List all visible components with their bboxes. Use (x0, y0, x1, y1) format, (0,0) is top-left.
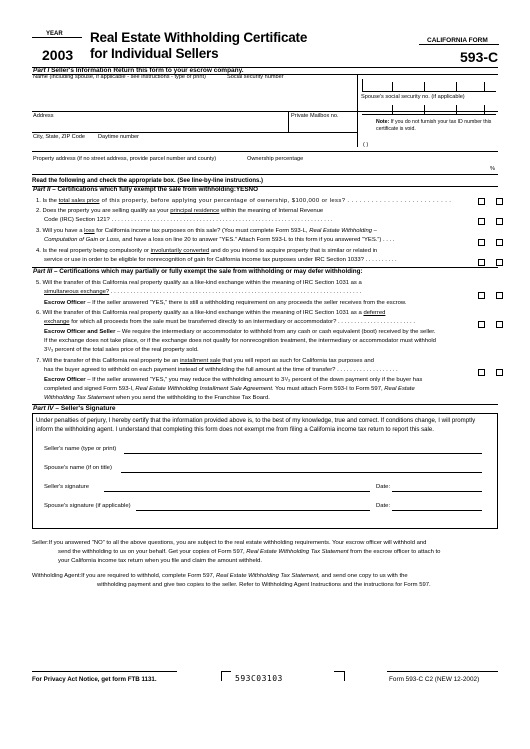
form-title-line1: Real Estate Withholding Certificate (90, 30, 308, 45)
agent-note-text-2: and send one copy to us with the (319, 573, 408, 579)
yes-column-label: YES (235, 186, 249, 193)
address-label: Address (33, 113, 54, 119)
property-input[interactable] (33, 163, 488, 174)
q4-text-end: and do you intend to acquire property that is similar or related in (209, 248, 378, 254)
q3-term: loss (84, 228, 95, 234)
divider (32, 671, 177, 672)
tax-id-note (376, 119, 494, 132)
agent-note-label: Withholding Agent: (32, 573, 82, 579)
divider (334, 671, 344, 672)
spouses-signature-input[interactable] (136, 510, 370, 511)
q7-escrow-label: Escrow Officer (44, 377, 86, 383)
q4-text: 4. Is the real property being compulsorily or (36, 248, 151, 254)
q4-term: involuntarily converted (150, 248, 210, 254)
q7-escrow-text-4: when you send the withholding to the Franchise Tax Board. (114, 395, 270, 401)
california-form-label: CALIFORNIA FORM (427, 37, 488, 44)
seller-note (32, 540, 426, 548)
part4-number: Part IV (33, 405, 54, 412)
q4-no-checkbox[interactable] (496, 259, 503, 266)
city-input[interactable] (33, 141, 355, 151)
q6-escrow-note (44, 329, 435, 337)
spouses-signature-label: Spouse's signature (if applicable) (44, 503, 131, 509)
part1-title: Seller's Information (51, 67, 112, 74)
part3-number: Part III (33, 268, 53, 275)
property-label: Property address (if no street address, provide parcel number and county) (33, 156, 217, 162)
spouses-date-input[interactable] (392, 510, 482, 511)
agent-note-2: withholding payment and give two copies to the seller. Refer to Withholding Agent Instructions and the instructions for Form 597. (97, 582, 431, 588)
form-barcode-number: 593C03103 (235, 674, 283, 683)
q1-no-checkbox[interactable] (496, 198, 503, 205)
q3-text: 3. Will you have a (36, 228, 85, 234)
q6-escrow-text: – We require the intermediary or accommodator to withhold from any cash or cash equivalent (boot) received by the seller. (115, 329, 436, 335)
q5-escrow-text: – If the seller answered “YES,” there is still a withholding requirement on any proceeds the seller receives from the escrow. (85, 300, 407, 306)
q2-text: 2. Does the property you are selling qualify as your (36, 208, 171, 214)
q2-yes-checkbox[interactable] (478, 218, 485, 225)
divider (32, 37, 82, 38)
q6-escrow-note-3: 3¹/₃ percent of the total sales price of the real property sold. (44, 347, 199, 353)
q6-no-checkbox[interactable] (496, 321, 503, 328)
q4-line2: service or use in order to be eligible for nonrecognition of gain for California income tax purposes under IRC Section 1033? . . . . . . . . . . (44, 257, 397, 263)
form-title-line2: for Individual Sellers (90, 45, 219, 61)
q2-line2: Code (IRC) Section 121? . . . . . . . . . . . . . . . . . . . . . . . . . . . . . . . . . . . . . . . . . . . . . . . . . . . . . . . . . . . . . . . . . . . . (44, 217, 333, 223)
divider (32, 174, 498, 175)
name-label: Name (including spouse, if applicable - see instructions - type or print) (33, 74, 206, 80)
mailbox-input[interactable] (290, 120, 355, 131)
q6-text: 6. Will the transfer of this California real property qualify as a like-kind exchange within the meaning of IRC Section 1031 as a (36, 310, 364, 316)
part1-number: Part I (33, 67, 50, 74)
q7-escrow-text-3: You must attach Form 593-I to Form 597, (273, 386, 385, 392)
seller-note-text: If you answered “NO” to all the above questions, you are subject to the real estate withholding requirements. Your escrow officer will withhold and (48, 540, 427, 546)
question-2 (36, 208, 323, 216)
instructions-line: Read the following and check the appropriate box. (See line-by-line instructions.) (32, 178, 264, 184)
part3-title: – Certifications which may partially or fully exempt the sale from withholding or may defer withholding: (54, 268, 363, 275)
phone-label: Daytime number (98, 134, 140, 140)
seller-name-input[interactable] (33, 82, 355, 110)
q7-line2: has the buyer agreed to withhold on each payment instead of withholding the full amount at the time of transfer? . . . . . . . . . . . . . . . . . . . (44, 367, 398, 373)
q6-line2 (44, 319, 476, 327)
part1-note: Return this form to your escrow company. (113, 67, 244, 74)
spouse-ssn-input[interactable] (362, 102, 496, 115)
divider (221, 671, 231, 672)
q7-term: installment sale (180, 358, 221, 364)
date-label: Date: (376, 503, 391, 509)
q3-form-title-2: Computation of Gain or Loss, (44, 237, 121, 243)
q1-term: total sales price (58, 198, 100, 204)
date-label: Date: (376, 484, 391, 490)
q7-yes-checkbox[interactable] (478, 369, 485, 376)
part4-heading (33, 405, 115, 412)
q6-escrow-label: Escrow Officer and Seller (44, 329, 116, 335)
seller-note-label: Seller: (32, 540, 49, 546)
divider (221, 671, 222, 681)
q3-no-checkbox[interactable] (496, 239, 503, 246)
q3-line2 (44, 237, 476, 245)
q7-escrow-note-2 (44, 386, 415, 394)
q1-yes-checkbox[interactable] (478, 198, 485, 205)
q5-yes-checkbox[interactable] (478, 292, 485, 299)
q5-escrow-label: Escrow Officer (44, 300, 86, 306)
note-text: If you do not furnish your tax ID number this certificate is void. (376, 119, 492, 132)
ssn-input[interactable] (362, 79, 496, 92)
percent-sign: % (490, 166, 495, 172)
question-5: 5. Will the transfer of this California real property qualify as a like-kind exchange within the meaning of IRC Section 1031 as a (36, 280, 362, 286)
sellers-name-input[interactable] (124, 453, 482, 454)
question-7 (36, 358, 374, 366)
spouse-ssn-label: Spouse's social security no. (if applicable) (361, 94, 465, 100)
q6-text-end: for which all proceeds from the sale must be transferred directly to an intermediary or accommodator? . . . . . . . . . . . . . . . . . . . . . . . . (69, 319, 415, 325)
q7-escrow-note (44, 377, 422, 385)
part2-number: Part II (33, 186, 51, 193)
ownership-label: Ownership percentage (247, 156, 304, 162)
divider (32, 111, 498, 112)
q7-form-title: Real Estate Withholding Installment Sale Agreement. (135, 386, 274, 392)
divider (419, 44, 499, 45)
q7-text-end: that you will report as such for California tax purposes and (220, 358, 374, 364)
q1-text: 1. Is the (36, 198, 59, 204)
spouses-name-label: Spouse's name (if on title) (44, 465, 112, 471)
question-3 (36, 228, 377, 236)
q6-term-2: exchange (44, 319, 70, 325)
agent-note-form-title: Real Estate Withholding Tax Statement, (216, 573, 320, 579)
q1-text-end: of this property, before applying your percentage of ownership, $100,000 or less? . . . . . . . . . . . . . . . . . . . . . . . . . . (99, 198, 452, 204)
form-identifier: Form 593-C C2 (NEW 12-2002) (389, 676, 480, 683)
year-label: YEAR (46, 31, 63, 37)
q2-term: principal residence (170, 208, 220, 214)
divider (288, 111, 289, 132)
q7-form-title-2: Real Estate (384, 386, 415, 392)
q4-yes-checkbox[interactable] (478, 259, 485, 266)
part3-heading (33, 268, 363, 275)
seller-note-text-3: from the escrow officer to attach to (348, 549, 441, 555)
sellers-name-label: Seller's name (type or print) (44, 446, 117, 452)
divider (387, 671, 498, 672)
q5-no-checkbox[interactable] (496, 292, 503, 299)
q6-term: deferred (363, 310, 386, 316)
address-input[interactable] (33, 120, 286, 131)
privacy-notice: For Privacy Act Notice, get form FTB 1131. (32, 676, 157, 683)
sellers-signature-input[interactable] (104, 491, 370, 492)
q7-escrow-note-3 (44, 395, 270, 403)
perjury-statement: Under penalties of perjury, I hereby certify that the information provided above is, to the best of my knowledge, true and correct. If conditions change, I will promptly inform the withholding agent. I understand that completing this form does not exempt me from filing a California income tax return to report this sale. (36, 417, 476, 433)
q7-escrow-text: – If the seller answered “YES,” you may reduce the withholding amount to 3¹/₃ percent of the down payment only if the buyer has (85, 377, 423, 383)
mailbox-label: Private Mailbox no. (291, 113, 339, 119)
form-title (90, 30, 350, 61)
seller-note-3: your California income tax return when you file and claim the amount withheld. (58, 558, 262, 564)
sellers-signature-label: Seller's signature (44, 484, 89, 490)
no-column-label: NO (248, 186, 258, 193)
seller-note-text-2: send the withholding to us on your behalf. Get your copies of Form 597, (58, 549, 247, 555)
part2-title: – Certifications which fully exempt the sale from withholding: (52, 186, 236, 193)
q3-yes-checkbox[interactable] (478, 239, 485, 246)
form-year: 2003 (42, 47, 74, 63)
q6-escrow-note-2: If the exchange does not take place, or if the exchange does not qualify for nonrecognition treatment, the intermediary or accommodator must withhold (44, 338, 436, 344)
q3-text-mid: for California income tax purposes on this sale? (You must complete Form 593-L, (94, 228, 310, 234)
q7-text: 7. Will the transfer of this California real property be an (36, 358, 181, 364)
q5-term: simultaneous exchange? (44, 289, 110, 295)
seller-note-2 (58, 549, 440, 557)
form-number: 593-C (460, 49, 499, 65)
divider (32, 151, 498, 152)
q6-yes-checkbox[interactable] (478, 321, 485, 328)
divider (32, 132, 357, 133)
q7-no-checkbox[interactable] (496, 369, 503, 376)
divider (344, 671, 345, 681)
sellers-date-input[interactable] (392, 491, 482, 492)
part2-heading (33, 186, 258, 193)
agent-note-text: If you are required to withhold, complete Form 597, (81, 573, 217, 579)
part1-heading (33, 67, 244, 74)
city-label: City, State, ZIP Code (33, 134, 86, 140)
seller-note-form-title: Real Estate Withholding Tax Statement (246, 549, 349, 555)
q7-escrow-text-2: completed and signed Form 593-I, (44, 386, 136, 392)
agent-note (32, 573, 408, 581)
q2-text-end: within the meaning of Internal Revenue (219, 208, 324, 214)
phone-input[interactable]: ( ) (363, 142, 369, 148)
q7-form-title-3: Withholding Tax Statement (44, 395, 115, 401)
part4-title: – Seller's Signature (55, 405, 116, 412)
q5-text-end: . . . . . . . . . . . . . . . . . . . . . . . . . . . . . . . . . . . . . . . . . . . . . . . . . . . . . . . . . . . . . . . . . . . . . . . . . . . . . (109, 289, 362, 295)
note-label: Note: (376, 119, 390, 125)
q3-text-end: and have a loss on line 20 to answer “YES.” Attach Form 593-L to this form if you answered “YES.”) . . . . (120, 237, 395, 243)
q5-escrow-note (44, 300, 406, 308)
spouses-name-input[interactable] (121, 472, 482, 473)
q5-line2 (44, 289, 476, 297)
q3-form-title: Real Estate Withholding – (309, 228, 377, 234)
question-6 (36, 310, 385, 318)
question-1 (36, 198, 476, 206)
question-4 (36, 248, 377, 256)
ssn-label: Social security number (227, 74, 284, 80)
q2-no-checkbox[interactable] (496, 218, 503, 225)
